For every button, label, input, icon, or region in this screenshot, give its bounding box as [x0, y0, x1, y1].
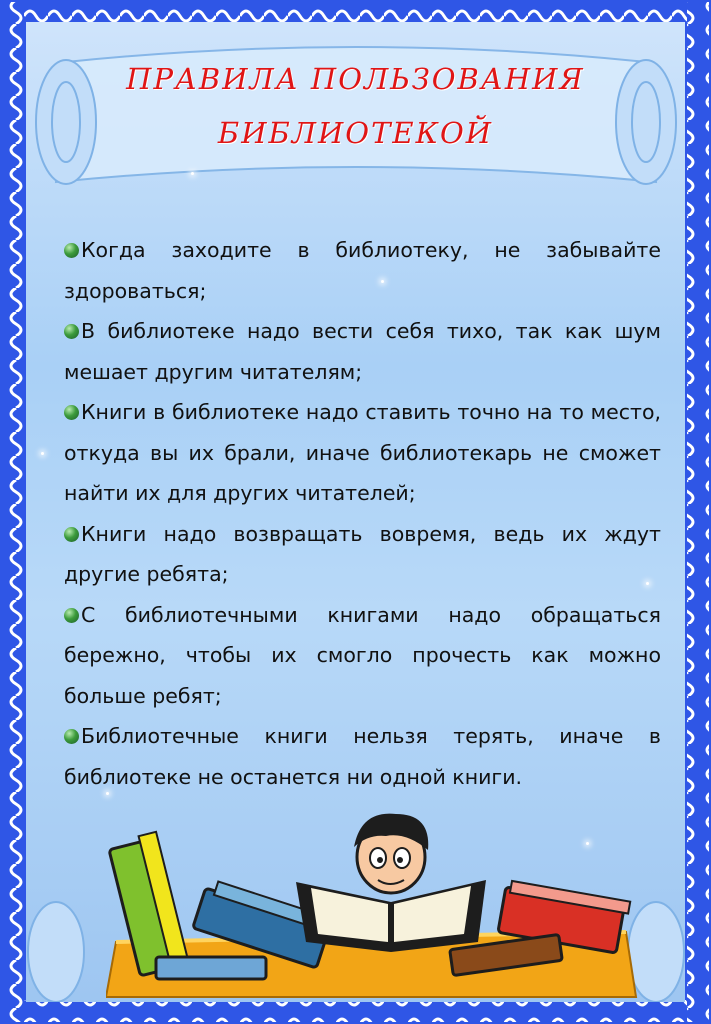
list-item — [64, 230, 661, 311]
green-globe-bullet-icon — [64, 243, 79, 258]
green-globe-bullet-icon — [64, 527, 79, 542]
title-line-2: БИБЛИОТЕКОЙ — [217, 116, 494, 150]
list-item — [64, 514, 661, 595]
title-line-1: ПРАВИЛА ПОЛЬЗОВАНИЯ — [126, 62, 585, 96]
book-icon — [156, 957, 266, 979]
rules-list — [64, 230, 661, 797]
green-globe-bullet-icon — [64, 405, 79, 420]
list-item — [64, 595, 661, 717]
list-item — [64, 392, 661, 514]
rule-text: Книги надо возвращать вовремя, ведь их ждут другие ребята; — [64, 521, 661, 586]
boy-icon — [354, 814, 428, 893]
boy-reading-books-illustration — [106, 792, 646, 1002]
rule-text: Когда заходите в библиотеку, не забывайте здороваться; — [64, 238, 661, 303]
poster — [26, 22, 685, 1002]
sparkle — [41, 452, 44, 455]
green-globe-bullet-icon — [64, 324, 79, 339]
rule-text: Библиотечные книги нельзя терять, иначе в библиотеке не останется ни одной книги. — [64, 724, 661, 789]
list-item — [64, 716, 661, 797]
green-globe-bullet-icon — [64, 729, 79, 744]
rule-text: В библиотеке надо вести себя тихо, так как шум мешает другим читателям; — [64, 319, 661, 384]
rule-text: С библиотечными книгами надо обращаться бережно, чтобы их смогло прочесть как можно больше ребят; — [64, 602, 661, 708]
sparkle — [191, 172, 194, 175]
page-title — [26, 52, 685, 160]
rule-text: Книги в библиотеке надо ставить точно на то место, откуда вы их брали, иначе библиотекарь не сможет найти их для других читателей; — [64, 400, 661, 505]
green-globe-bullet-icon — [64, 608, 79, 623]
list-item — [64, 311, 661, 392]
